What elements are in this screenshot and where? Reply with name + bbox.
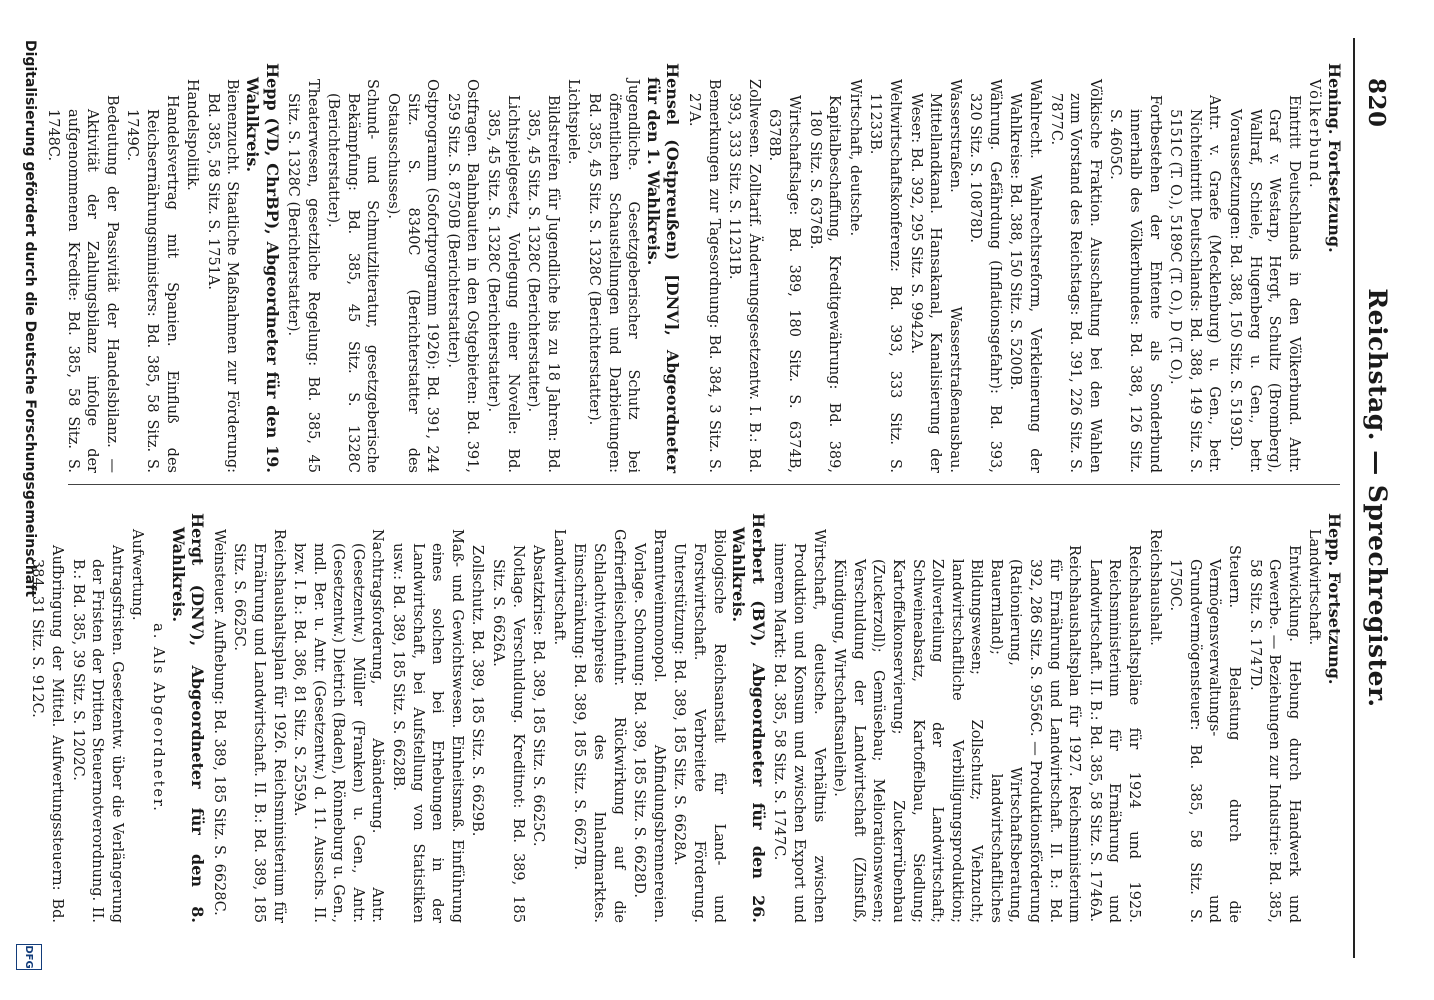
index-entry: Steuern. Belastung durch die Vermögensverwaltungs- und Grundvermögensteuer: Bd. 385, 58 Sitz. S. 1750C. — [1167, 545, 1243, 923]
index-entry: Bedeutung der Passivität der Handelsbilanz. — Aktivität der Zahlungsbilanz infolge der aufgenommenen Kredite: Bd. 385, 58 Sitz. S. 1748C. — [45, 95, 120, 473]
dfg-logo: DFG — [16, 944, 42, 970]
index-entry: Reichshaushaltspläne für 1924 und 1925. Reichsministerium für Ernährung und Landwirtschaft. II. B.: Bd. 385, 58 Sitz. S. 1746A. — [1086, 545, 1143, 923]
index-entry: Zollschutz. Bd. 389, 185 Sitz. S. 6629B. — [469, 545, 486, 837]
index-entry: Wirtschaft, deutsche. — [846, 79, 863, 237]
index-entry: Bienenzucht. Staatliche Maßnahmen zur Förderung: Bd. 385, 58 Sitz. S. 1751A. — [204, 79, 241, 473]
index-entry: Weltwirtschaftskonferenz: Bd. 393, 333 Sitz. S. 11233B. — [867, 79, 903, 473]
index-entry: Branntweinmonopol. Abfindungsbrennereien. Vorlage. Schonung: Bd. 389, 185 Sitz. S. 6628D. — [631, 529, 667, 923]
index-entry: Aufbringung der Mittel. Aufwertungssteuern: Bd. 384, 31 Sitz. S. 912C. — [29, 545, 65, 923]
footer-credit: Digitalisierung gefördert durch die Deutsche Forschungsgemeinschaft — [22, 40, 38, 598]
index-entry: Bildstreifen für Jugendliche bis zu 18 Jahren: Bd. 385, 45 Sitz. S. 1328C (Berichterstatter). — [525, 95, 561, 473]
index-entry: Absatzkrise: Bd. 389, 185 Sitz. S. 6625C. — [530, 545, 547, 847]
index-entry: Fortbestehen der Entente als Sonderbund innerhalb des Völkerbundes: Bd. 388, 126 Sitz. S. 4605C. — [1107, 95, 1163, 473]
index-entry: Ostfragen. Bahnbauten in den Ostgebieten: Bd. 391, 259 Sitz. S. 8750B (Berichterstatter). — [444, 79, 481, 473]
index-entry: Handelspolitik. — [184, 79, 201, 191]
index-entry: Reichshaushaltsplan für 1927. Reichsministerium für Ernährung und Landwirtschaft. II. B.: Bd. 392, 286 Sitz. S. 9556C. — Produktionsförderung (Rationierung, Wirtschaftsberatung, Bauernland); landwirtschaftliches Bildungswesen; Zollschutz; Viehzucht; landwirtschaftliche Verbilligungsproduktion; Zollverteilung der Landwirtschaft; Schweineabsatz, Kartoffelbau, Siedlung; Kartoffelkonservierung; Zuckerrübenbau (Zuckerzoll); Gemüsebau; Meliorationswesen; Verschuldung der Landwirtschaft (Zinsfuß, Kündigung, Wirtschaftsanleihe). — [831, 545, 1083, 923]
right-column — [29, 513, 1344, 923]
index-entry: Jugendliche. Gesetzgeberischer Schutz bei öffentlichen Schaustellungen und Darbietungen: Bd. 385, 45 Sitz. S. 1328C (Berichterstatter). — [586, 79, 642, 473]
index-entry: Theaterwesen, gesetzliche Regelung: Bd. 385, 45 Sitz. S. 1328C (Berichterstatter). — [285, 79, 321, 473]
index-entry: Weinsteuer. Aufhebung: Bd. 389, 185 Sitz. S. 6628C. — [210, 529, 227, 916]
index-entry: Notlage. Verschuldung. Kreditnot: Bd. 389, 185 Sitz. S. 6626A. — [490, 545, 526, 923]
index-entry: Wirtschaftslage: Bd. 389, 180 Sitz. S. 6374B, 6378B. — [766, 95, 802, 473]
index-entry: Wirtschaft, deutsche. Verhältnis zwischen Produktion und Konsum und zwischen Export und innerem Markt: Bd. 385, 58 Sitz. S. 1747C. — [771, 529, 827, 923]
index-entry: Aufwertung. — [129, 529, 146, 621]
index-heading: Hening. Fortsetzung. — [1325, 63, 1344, 253]
index-entry: a. Als Abgeordneter. — [149, 623, 166, 813]
index-entry: Schund- und Schmutzliteratur, gesetzgeberische Bekämpfung: Bd. 385, 45 Sitz. S. 1328C (Berichterstatter). — [325, 79, 381, 473]
index-entry: Handelsvertrag mit Spanien. Einfluß des Reichsernährungsministers: Bd. 385, 58 Sitz. S. 1749C. — [124, 95, 180, 473]
index-heading: Hepp (VD, ChrBP), Abgeordneter für den 19. Wahlkreis. — [242, 63, 282, 473]
index-entry: Völkische Fraktion. Ausschaltung bei den Wahlen zum Vorstand des Reichstags: Bd. 391, 226 Sitz. S. 7877C. — [1047, 79, 1103, 473]
footer — [14, 40, 44, 970]
index-entry: Eintritt Deutschlands in den Völkerbund. Antr. Graf v. Westarp, Hergt, Schultz (Bromberg), Wallraf, Schiele, Hugenberg u. Gen., betr. Voraussetzungen: Bd. 388, 150 Sitz. S. 5193D. — [1227, 95, 1302, 473]
index-entry: Bemerkungen zur Tagesordnung: Bd. 384, 3 Sitz. S. 27A. — [686, 79, 722, 473]
left-column — [45, 63, 1344, 473]
index-entry: Maß- und Gewichtswesen. Einheitsmaß. Einführung eines solchen bei Erhebungen in der Landwirtschaft, bei Aufstellung von Statistiken usw.: Bd. 389, 185 Sitz. S. 6628B. — [390, 529, 465, 923]
index-entry: Nachtragsforderung, Abänderung. Antr. (Gesetzentw.) Müller (Franken) u. Gen., Antr. (Gesetzentw.) Dietrich (Baden), Rönneburg u. Gen., mdl. Ber. u. Antr. (Gesetzentw.) d. 11. Ausschs. II. bzw. I. B.: Bd. 386, 81 Sitz. S. 2559A. — [291, 529, 386, 923]
page-number: 820 — [1363, 78, 1390, 128]
index-entry: Entwicklung. Hebung durch Handwerk und Gewerbe. — Beziehungen zur Industrie: Bd. 385, 58 Sitz. S. 1747D. — [1246, 545, 1302, 923]
index-entry: Reichshaushalt. — [1146, 529, 1163, 646]
index-entry: Lichtspielgesetz, Vorlegung einer Novelle: Bd. 385, 45 Sitz. S. 1328C (Berichterstatter). — [485, 95, 521, 473]
index-entry: Biologische Reichsanstalt für Land- und Forstwirtschaft. Verbreitete Förderung. Unterstützung: Bd. 389, 185 Sitz. S. 6628A. — [671, 529, 727, 923]
index-entry: Wasserstraßen. Wasserstraßenausbau. Mittellandkanal. Hansakanal, Kanalisierung der Weser: Bd. 392, 295 Sitz. S. 9942A. — [907, 79, 963, 473]
index-entry: Völkerbund. — [1306, 79, 1323, 190]
index-entry: Reichshaushaltsplan für 1926. Reichsministerium für Ernährung und Landwirtschaft. II. B.: Bd. 389, 185 Sitz. S. 6625C. — [231, 529, 287, 923]
index-entry: Antragsfristen. Gesetzentw. über die Verlängerung der Fristen der Dritten Steuernotverordnung. II. B.: Bd. 385, 39 Sitz. S. 1202C. — [69, 545, 125, 923]
index-entry: Gefrierfleischeinfuhr. Rückwirkung auf die Schlachtviehpreise des Inlandmarktes. Einschränkung: Bd. 389, 185 Sitz. S. 6627B. — [571, 529, 627, 923]
index-heading: Hepp. Fortsetzung. — [1325, 513, 1344, 685]
column-divider — [68, 484, 1340, 485]
index-entry: Kapitalbeschaffung, Kreditgewährung: Bd. 389, 180 Sitz. S. 6376B. — [806, 95, 843, 473]
index-entry: Währung. Gefährdung (Inflationsgefahr): Bd. 393, 320 Sitz. S. 10878D. — [967, 79, 1003, 473]
index-entry: Ostprogramm (Sofortprogramm 1926): Bd. 391, 244 Sitz. S. 8340C (Berichterstatter des Ostausschusses). — [385, 79, 441, 473]
index-entry: Wahlrecht. Wahlrechtsreform, Verkleinerung der Wahlkreise: Bd. 388, 150 Sitz. S. 5200B. — [1007, 79, 1044, 473]
index-entry: Zollwesen. Zolltarif. Änderungsgesetzentw. I. B.: Bd. 393, 333 Sitz. S. 11231B. — [726, 79, 762, 473]
index-entry: Antr. v. Graefe (Mecklenburg) u. Gen., betr. Nichteintritt Deutschlands: Bd. 388, 149 Sitz. S. 5151C (T. O.), 5189C (T. O.), D (T. O.). — [1167, 95, 1223, 473]
index-entry: Lichtspiele. — [565, 79, 582, 165]
page-header — [1364, 38, 1404, 958]
running-head: Reichstag. — Sprechregister. — [1363, 288, 1392, 708]
index-heading: Herbert (BV), Abgeordneter für den 26. Wahlkreis. — [729, 513, 768, 923]
index-heading: Hensel (Ostpreußen) [DNV], Abgeordneter für den 1. Wahlkreis. — [643, 63, 683, 473]
index-entry: Landwirtschaft. — [1306, 529, 1323, 646]
index-heading: Hergt (DNV), Abgeordneter für den 8. Wahlkreis. — [168, 513, 208, 923]
header-rule — [1353, 38, 1355, 958]
index-entry: Landwirtschaft. — [550, 529, 567, 646]
